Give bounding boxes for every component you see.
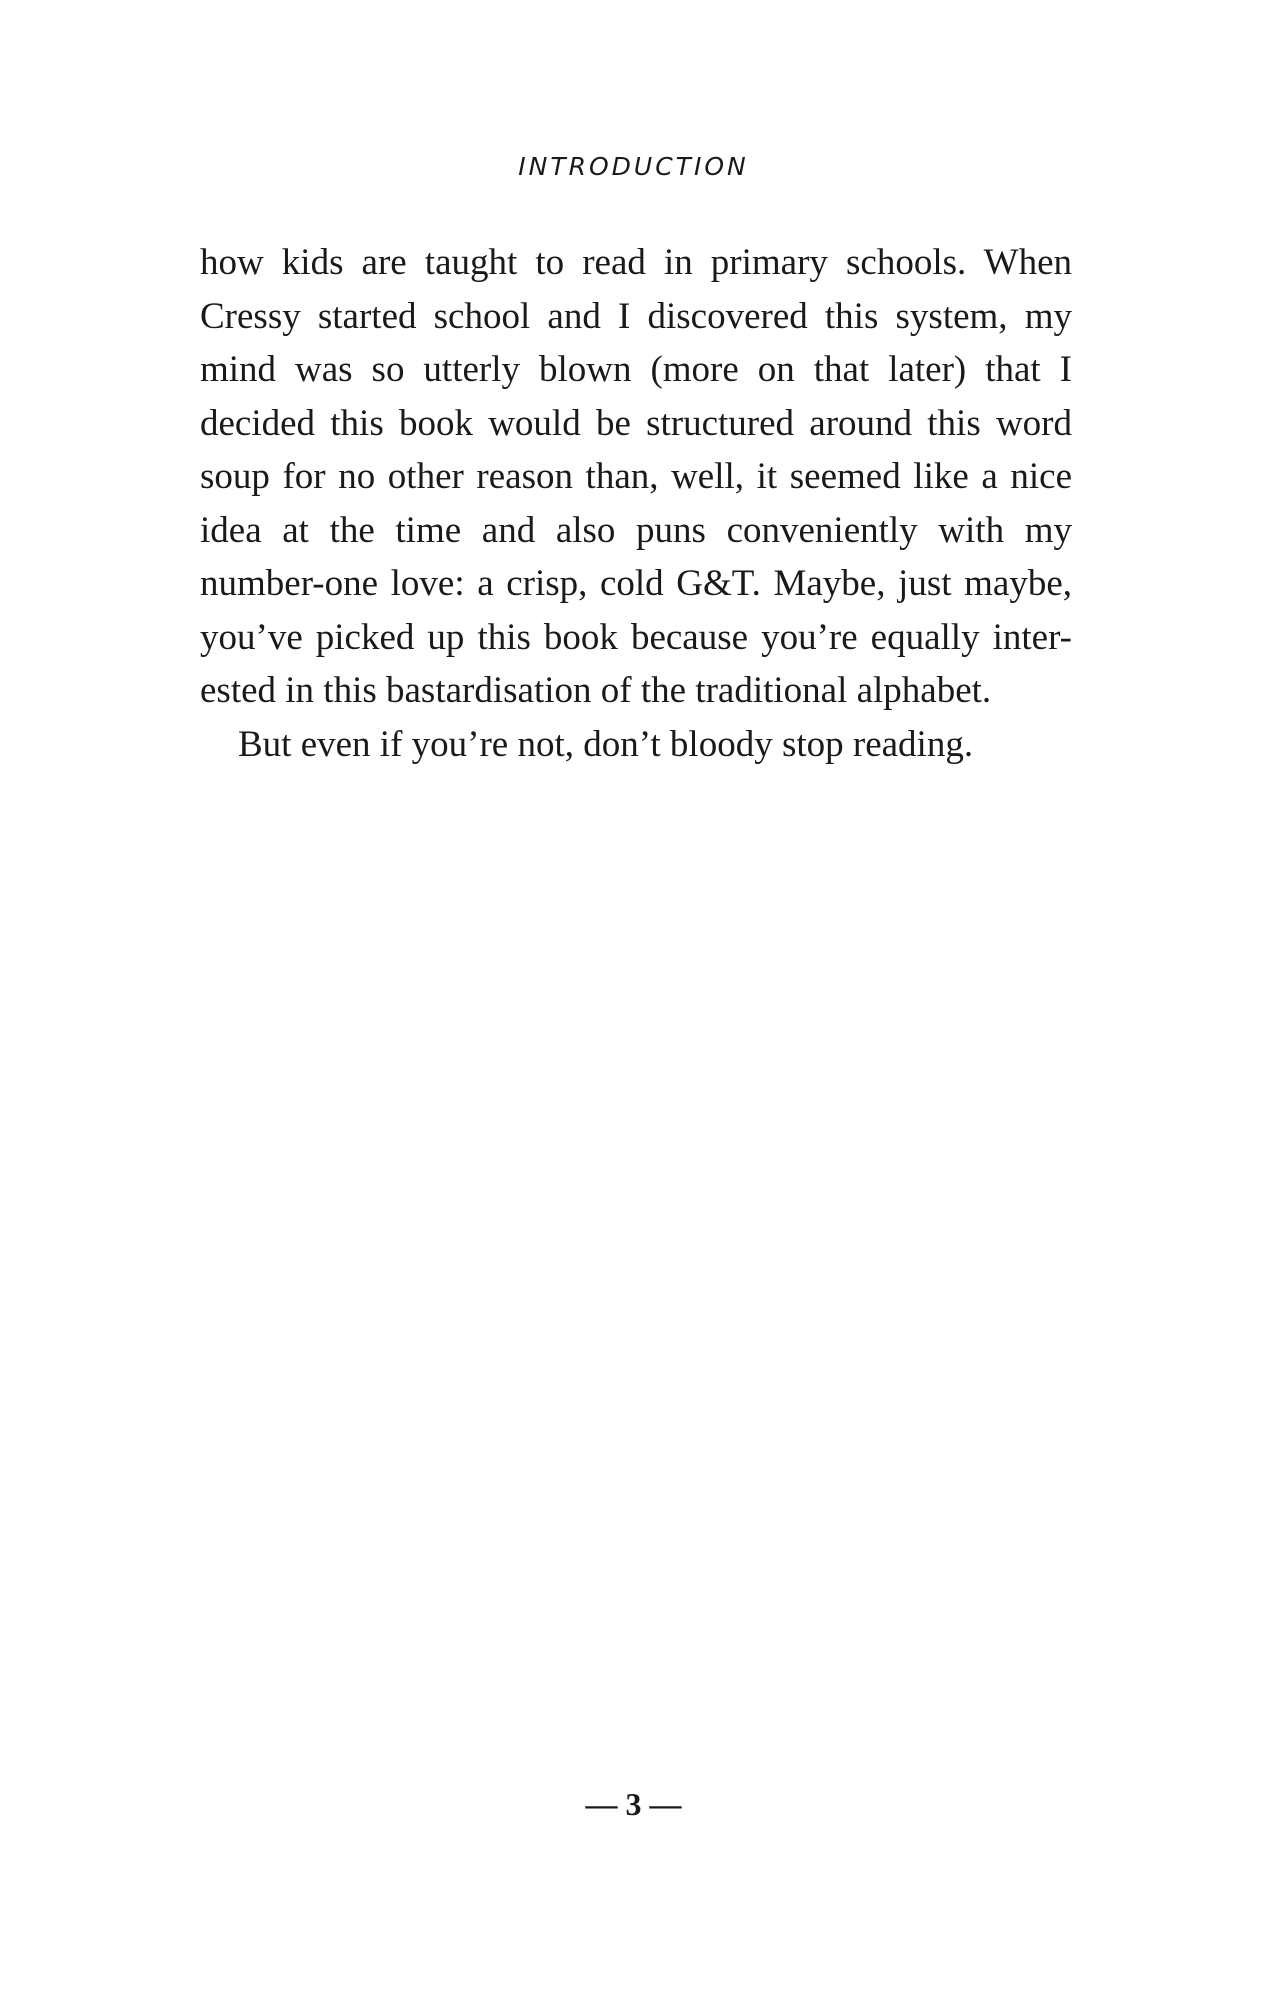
paragraph-1 (200, 236, 1072, 718)
text-line: number-one love: a crisp, cold G&T. Maybe, just maybe, (200, 563, 1072, 604)
text-line: ested in this bastardisation of the traditional alphabet. (200, 670, 992, 711)
text-line: Cressy started school and I discovered this system, my (200, 295, 1072, 337)
paragraph-2 (200, 718, 1072, 772)
text-line: you’ve picked up this book because you’re equally inter- (200, 616, 1072, 658)
body-text (200, 236, 1072, 771)
text-line: But even if you’re not, don’t bloody stop reading. (238, 723, 974, 765)
text-line: idea at the time and also puns conveniently with my (200, 509, 1072, 551)
text-line: soup for no other reason than, well, it seemed like a nice (200, 456, 1072, 497)
text-line: how kids are taught to read in primary schools. When (200, 242, 1072, 283)
running-head: INTRODUCTION (518, 152, 749, 181)
text-line: decided this book would be structured around this word (200, 402, 1072, 444)
text-line: mind was so utterly blown (more on that later) that I (200, 349, 1072, 390)
page-number: — 3 — (585, 1786, 682, 1822)
